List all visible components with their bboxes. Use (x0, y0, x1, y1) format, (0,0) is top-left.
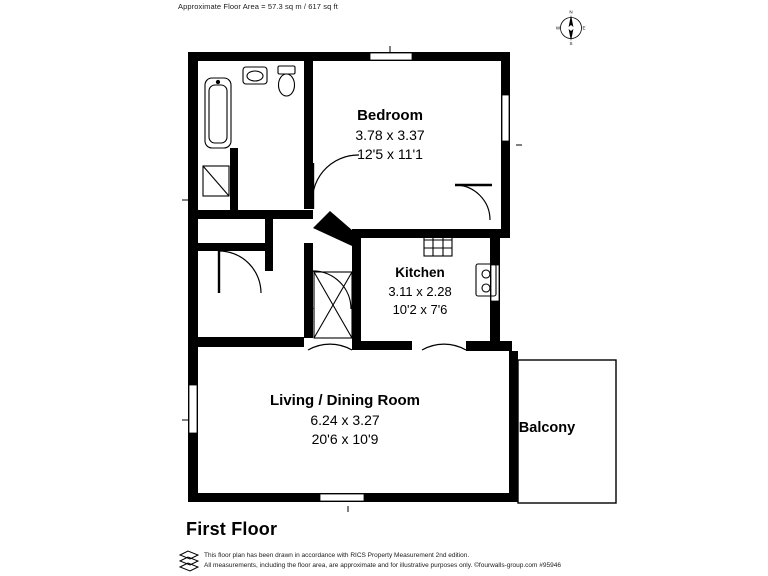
room-name: Living / Dining Room (270, 392, 420, 409)
room-dim-metric: 3.78 x 3.37 (355, 127, 425, 143)
room-label-balcony (492, 418, 602, 438)
room-dim-imperial: 10'2 x 7'6 (392, 302, 448, 317)
svg-text:S: S (569, 41, 573, 46)
room-name: Kitchen (395, 265, 445, 280)
room-label-bedroom (300, 106, 480, 164)
floor-title: First Floor (186, 519, 278, 539)
fourwalls-logo-icon (178, 548, 200, 572)
room-dim-imperial: 20'6 x 10'9 (311, 431, 379, 447)
svg-text:E: E (582, 25, 586, 31)
room-dim-imperial: 12'5 x 11'1 (357, 146, 423, 162)
room-label-living-dining-room (190, 391, 500, 449)
room-name: Bedroom (357, 107, 423, 124)
room-label-kitchen (330, 263, 510, 319)
disclaimer-line-2: All measurements, including the floor area, are approximate and for illustrative purposes only. ©fourwalls-group.com #95946 (204, 562, 561, 569)
room-name: Balcony (518, 420, 576, 436)
floor-area-note: Approximate Floor Area = 57.3 sq m / 617 sq ft (178, 2, 338, 11)
room-dim-metric: 3.11 x 2.28 (388, 284, 452, 299)
bathroom-fixtures (203, 66, 295, 196)
room-dim-metric: 6.24 x 3.27 (310, 412, 380, 428)
svg-text:W: W (555, 25, 561, 31)
svg-text:N: N (569, 9, 573, 15)
disclaimer-line-1: This floor plan has been drawn in accordance with RICS Property Measurement 2nd edition. (204, 552, 470, 559)
disclaimer-footer (204, 551, 624, 571)
